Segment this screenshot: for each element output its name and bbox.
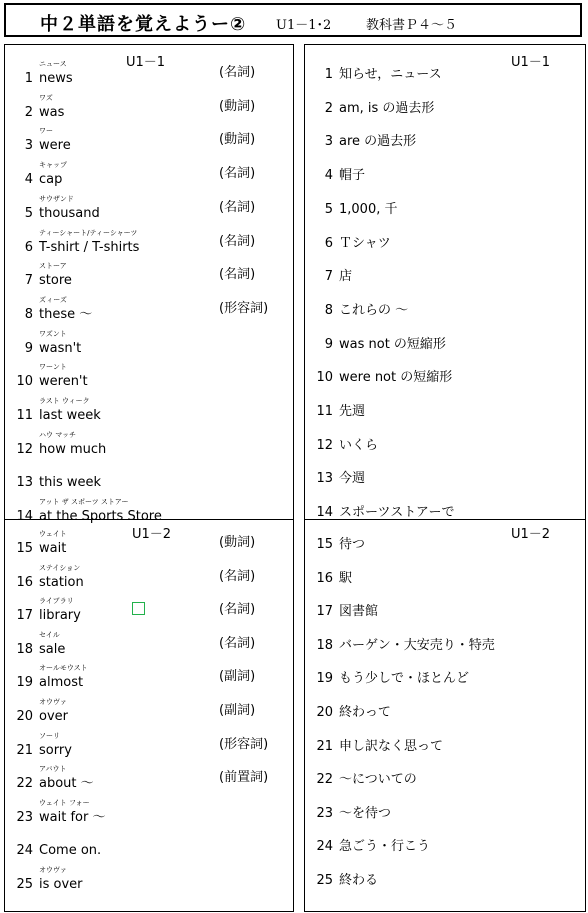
item-number: 18 <box>316 637 333 653</box>
item-number: 5 <box>324 201 333 217</box>
japanese-meaning: Ｔシャツ <box>339 235 391 251</box>
katakana-reading: ワー <box>39 127 53 136</box>
katakana-reading: ワズ <box>39 93 53 102</box>
word-row <box>5 861 293 894</box>
textbook-pages: 教科書Ｐ４～５ <box>366 18 458 33</box>
katakana-reading: キャップ <box>39 161 67 170</box>
unit-range: U1－1･2 <box>276 18 332 33</box>
japanese-meaning: 申し訳なく思って <box>339 738 444 754</box>
part-of-speech: (名詞) <box>219 199 256 215</box>
english-word: these ～ <box>39 306 93 322</box>
katakana-reading: サウザンド <box>39 194 74 203</box>
meaning-row <box>305 760 585 793</box>
part-of-speech: (名詞) <box>219 267 256 283</box>
part-of-speech: (動詞) <box>219 98 256 114</box>
part-of-speech: (形容詞) <box>219 300 269 316</box>
item-number: 15 <box>316 537 333 552</box>
word-row <box>5 224 293 257</box>
japanese-meaning: もう少しで・ほとんど <box>339 671 470 687</box>
part-of-speech: (形容詞) <box>219 736 269 752</box>
part-of-speech: (名詞) <box>219 65 256 80</box>
part-of-speech: (動詞) <box>219 132 256 148</box>
english-word: at the Sports Store <box>39 509 162 525</box>
japanese-meaning: ～についての <box>339 772 417 788</box>
japanese-meaning: 待つ <box>339 537 366 552</box>
word-row <box>5 426 293 459</box>
item-number: 24 <box>16 843 33 859</box>
part-of-speech: (名詞) <box>219 635 256 651</box>
worksheet-header <box>4 3 582 37</box>
item-number: 4 <box>24 172 33 188</box>
japanese-meaning: 図書館 <box>339 604 379 620</box>
katakana-reading: ニュース <box>39 60 67 68</box>
katakana-reading: オールモウスト <box>39 664 88 673</box>
meaning-row <box>305 693 585 726</box>
part-of-speech: (前置詞) <box>219 770 269 786</box>
meaning-row <box>305 392 585 425</box>
japanese-meaning: 店 <box>339 269 353 285</box>
item-number: 12 <box>316 437 333 453</box>
katakana-reading: ウェイト フォー <box>39 798 90 807</box>
item-number: 13 <box>16 475 33 491</box>
word-row <box>5 291 293 324</box>
katakana-reading: ティーシャート/ティーシャーツ <box>39 228 138 237</box>
item-number: 8 <box>24 306 33 322</box>
meaning-row <box>305 190 585 223</box>
word-row <box>5 693 293 726</box>
english-word: station <box>39 574 84 590</box>
item-number: 3 <box>324 134 333 150</box>
item-number: 8 <box>324 302 333 318</box>
item-number: 2 <box>24 104 33 120</box>
word-row <box>5 659 293 692</box>
word-row <box>5 122 293 155</box>
meaning-row <box>305 592 585 625</box>
meaning-row <box>305 626 585 659</box>
katakana-reading: オウヴァ <box>39 698 67 706</box>
english-word: last week <box>39 408 101 423</box>
word-row <box>5 55 293 88</box>
katakana-reading: アット ザ スポーツ ストアー <box>39 498 129 507</box>
english-word: wasn't <box>39 340 82 356</box>
item-number: 19 <box>316 671 333 687</box>
english-word: wait <box>39 541 67 556</box>
item-number: 21 <box>16 742 33 758</box>
meaning-row <box>305 559 585 592</box>
part-of-speech: (名詞) <box>219 233 256 249</box>
item-number: 3 <box>24 138 33 154</box>
item-number: 2 <box>324 100 333 116</box>
meaning-row <box>305 291 585 324</box>
item-number: 11 <box>16 408 33 423</box>
meaning-row <box>305 659 585 692</box>
item-number: 17 <box>316 604 333 620</box>
item-number: 20 <box>16 709 33 724</box>
word-row <box>5 727 293 760</box>
item-number: 22 <box>316 772 333 788</box>
english-word: Come on. <box>39 843 102 859</box>
section-label-u1-1-right: U1－1 <box>511 55 551 70</box>
meaning-row <box>305 257 585 290</box>
word-row <box>5 459 293 492</box>
english-word: was <box>39 104 65 120</box>
section-label-u1-2-right: U1－2 <box>511 527 551 542</box>
katakana-reading: ウェイト <box>39 530 67 538</box>
japanese-meaning: 終わって <box>339 705 391 720</box>
section-label-u1-2: U1－2 <box>132 527 172 542</box>
item-number: 23 <box>316 805 333 821</box>
english-word: almost <box>39 675 84 691</box>
meaning-row <box>305 727 585 760</box>
item-number: 12 <box>16 441 33 457</box>
english-word: over <box>39 709 68 724</box>
item-number: 16 <box>316 570 333 586</box>
item-number: 19 <box>16 675 33 691</box>
word-row <box>5 257 293 290</box>
katakana-reading: セイル <box>39 630 60 639</box>
item-number: 16 <box>16 574 33 590</box>
english-word: news <box>39 71 73 86</box>
section-label-u1-1: U1－1 <box>126 55 166 70</box>
part-of-speech: (名詞) <box>219 568 256 584</box>
item-number: 23 <box>16 809 33 825</box>
english-word: thousand <box>39 205 100 221</box>
japanese-meaning: 1,000, 千 <box>339 201 398 217</box>
katakana-reading: ワズント <box>39 329 67 338</box>
english-word: store <box>39 273 72 289</box>
part-of-speech: (動詞) <box>219 535 256 550</box>
item-number: 25 <box>316 873 333 888</box>
item-number: 24 <box>316 839 333 855</box>
word-row <box>5 559 293 592</box>
katakana-reading: ズィーズ <box>39 295 67 304</box>
japanese-meaning: 駅 <box>339 570 353 586</box>
japanese-meaning: 急ごう・行こう <box>339 839 431 855</box>
item-number: 15 <box>16 541 33 556</box>
katakana-reading: ソーリ <box>39 731 60 740</box>
japanese-meaning: 今週 <box>339 471 366 487</box>
meaning-panel <box>304 44 586 912</box>
word-row <box>5 392 293 425</box>
word-row <box>5 358 293 391</box>
english-word: about ～ <box>39 776 94 792</box>
japanese-meaning: ～を待つ <box>339 805 392 821</box>
item-number: 6 <box>24 239 33 255</box>
item-number: 21 <box>316 738 333 754</box>
word-row <box>5 325 293 358</box>
meaning-row <box>305 156 585 189</box>
word-row <box>5 794 293 827</box>
japanese-meaning: was not の短縮形 <box>339 336 446 352</box>
english-word-panel <box>4 44 294 912</box>
japanese-meaning: これらの ～ <box>339 302 409 318</box>
english-word: how much <box>39 441 107 457</box>
meaning-row <box>305 89 585 122</box>
meaning-row <box>305 493 585 526</box>
katakana-reading: ライブラリ <box>39 597 74 606</box>
word-row <box>5 493 293 526</box>
worksheet-title: 中２単語を覚えようー② <box>40 14 247 35</box>
meaning-row <box>305 525 585 558</box>
item-number: 9 <box>24 340 33 356</box>
item-number: 20 <box>316 705 333 720</box>
item-number: 10 <box>316 370 333 386</box>
item-number: 6 <box>324 235 333 251</box>
english-word: library <box>39 608 81 624</box>
japanese-meaning: were not の短縮形 <box>339 370 453 386</box>
part-of-speech: (副詞) <box>219 703 256 718</box>
japanese-meaning: am, is の過去形 <box>339 100 435 116</box>
english-word: sorry <box>39 742 72 758</box>
item-number: 7 <box>24 273 33 289</box>
katakana-reading: オウヴァ <box>39 866 67 874</box>
japanese-meaning: 先週 <box>339 404 366 419</box>
meaning-row <box>305 122 585 155</box>
item-number: 1 <box>324 67 333 82</box>
word-row <box>5 592 293 625</box>
japanese-meaning: are の過去形 <box>339 134 417 150</box>
meaning-row <box>305 827 585 860</box>
english-word: were <box>39 138 71 154</box>
katakana-reading: ワーント <box>39 363 67 372</box>
english-word: cap <box>39 172 63 188</box>
item-number: 18 <box>16 641 33 657</box>
japanese-meaning: スポーツストアーで <box>339 505 455 521</box>
item-number: 14 <box>16 509 33 525</box>
meaning-row <box>305 861 585 894</box>
katakana-reading: ラスト ウィーク <box>39 397 90 405</box>
japanese-meaning: 帽子 <box>339 168 366 184</box>
japanese-meaning: 知らせ，ニュース <box>339 67 442 82</box>
meaning-row <box>305 426 585 459</box>
english-word: is over <box>39 877 83 892</box>
item-number: 22 <box>16 776 33 792</box>
japanese-meaning: いくら <box>339 437 379 453</box>
katakana-reading: ストーア <box>39 262 67 271</box>
english-word: weren't <box>39 374 88 390</box>
item-number: 7 <box>324 269 333 285</box>
word-row <box>5 827 293 860</box>
word-row <box>5 525 293 558</box>
word-row <box>5 190 293 223</box>
katakana-reading: ステイション <box>39 563 81 572</box>
meaning-row <box>305 224 585 257</box>
english-word: sale <box>39 641 66 657</box>
item-number: 17 <box>16 608 33 624</box>
part-of-speech: (名詞) <box>219 602 256 618</box>
meaning-row <box>305 794 585 827</box>
meaning-row <box>305 55 585 88</box>
item-number: 25 <box>16 877 33 892</box>
word-row <box>5 156 293 189</box>
item-number: 13 <box>316 471 333 487</box>
part-of-speech: (名詞) <box>219 166 256 182</box>
word-row <box>5 89 293 122</box>
word-row <box>5 626 293 659</box>
item-number: 1 <box>24 71 33 86</box>
japanese-meaning: 終わる <box>339 873 379 888</box>
english-word: this week <box>39 475 102 491</box>
item-number: 9 <box>324 336 333 352</box>
english-word: wait for ～ <box>39 809 106 825</box>
item-number: 4 <box>324 168 333 184</box>
item-number: 5 <box>24 205 33 221</box>
meaning-row <box>305 325 585 358</box>
meaning-row <box>305 358 585 391</box>
english-word: T-shirt / T-shirts <box>39 239 140 255</box>
part-of-speech: (副詞) <box>219 669 256 685</box>
meaning-row <box>305 459 585 492</box>
japanese-meaning: バーゲン・大安売り・特売 <box>339 637 495 653</box>
item-number: 10 <box>16 374 33 390</box>
katakana-reading: アバウト <box>39 765 67 774</box>
word-row <box>5 760 293 793</box>
item-number: 11 <box>316 404 333 419</box>
katakana-reading: ハウ マッチ <box>39 430 76 439</box>
item-number: 14 <box>316 505 333 521</box>
